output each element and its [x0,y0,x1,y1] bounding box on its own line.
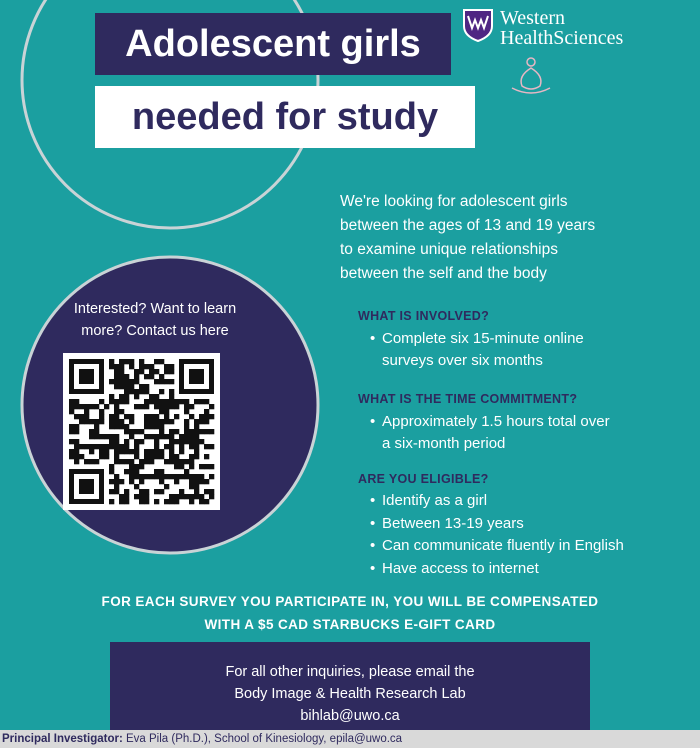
title-line-1: Adolescent girls [95,13,451,75]
section-heading-time: WHAT IS THE TIME COMMITMENT? [358,392,578,406]
bullet-item [370,411,610,433]
western-crest-icon [462,8,494,42]
qr-code[interactable] [63,353,220,510]
western-logo-text [500,8,623,48]
intro-line: between the self and the body [340,265,547,282]
inquiries-line-1: For all other inquiries, please email the [225,664,475,680]
bullet-text: Have access to internet [382,560,539,577]
compensation-line-2: WITH A $5 CAD STARBUCKS E-GIFT CARD [204,617,496,632]
bullet-item [370,513,524,535]
intro-paragraph [340,190,680,286]
bullet-text: Complete six 15-minute online [382,330,584,347]
section-heading-eligible: ARE YOU ELIGIBLE? [358,472,489,486]
bullet-item [370,558,539,580]
bullet-item [370,490,487,512]
bullet-dot: • [370,537,376,554]
footer-investigator [0,730,700,748]
bullet-dot: • [370,330,376,347]
contact-prompt [40,298,270,342]
footer-text: Eva Pila (Ph.D.), School of Kinesiology, epila@uwo.ca [125,733,403,745]
bullet-item [370,328,584,350]
bullet-dot: • [370,492,376,509]
section-heading-involved: WHAT IS INVOLVED? [358,309,490,323]
title-line-2: needed for study [95,86,475,148]
inquiries-box [110,642,590,736]
qr-code-icon [63,353,220,510]
bullet-item [370,535,624,557]
bullet-continuation: a six-month period [382,435,506,452]
bullet-dot: • [370,560,376,577]
bullet-text: Between 13-19 years [382,515,524,532]
bullet-dot: • [370,515,376,532]
intro-line: between the ages of 13 and 19 years [340,217,596,234]
bullet-dot: • [370,413,376,430]
bullet-text: Approximately 1.5 hours total over [382,413,610,430]
footer-label: Principal Investigator: [2,733,123,745]
bullet-text: Identify as a girl [382,492,488,509]
bullet-text: Can communicate fluently in English [382,537,624,554]
inquiries-line-2: Body Image & Health Research Lab [234,686,466,702]
compensation-line-1: FOR EACH SURVEY YOU PARTICIPATE IN, YOU WILL BE COMPENSATED [101,594,599,609]
contact-line-2: more? Contact us here [81,323,229,339]
intro-line: to examine unique relationships [340,241,558,258]
lotus-figure-icon [508,56,554,96]
bullet-continuation: surveys over six months [382,352,543,369]
logo-line-2: HealthSciences [500,27,624,49]
logo-line-1: Western [500,7,566,29]
inquiries-email[interactable]: bihlab@uwo.ca [300,708,400,724]
intro-line: We're looking for adolescent girls [340,193,568,210]
contact-line-1: Interested? Want to learn [73,301,237,317]
